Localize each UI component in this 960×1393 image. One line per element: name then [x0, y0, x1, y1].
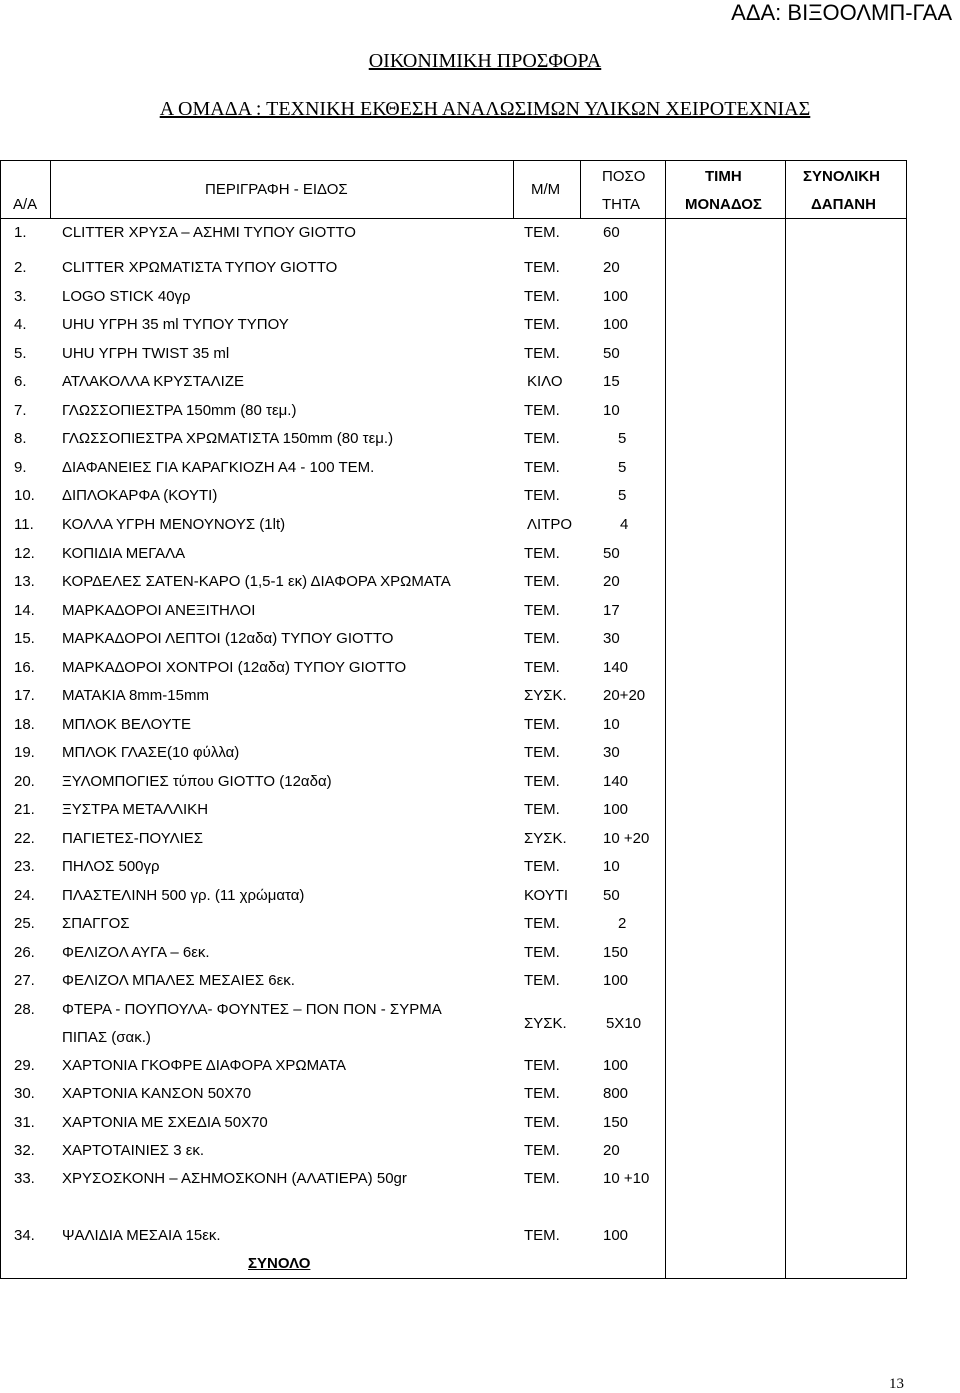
row-quantity: 20+20 — [603, 687, 646, 704]
header-unit: Μ/Μ — [531, 181, 561, 198]
row-unit: ΤΕΜ. — [524, 288, 560, 305]
row-description: CLITTER ΧΡΩΜΑΤΙΣΤΑ ΤΥΠΟΥ GIOTTO — [62, 259, 338, 276]
header-quantity-line2: ΤΗΤΑ — [602, 196, 641, 213]
row-quantity: 100 — [603, 1057, 629, 1074]
row-number: 11. — [14, 516, 34, 533]
table-row — [0, 1114, 907, 1134]
row-number: 18. — [14, 716, 35, 733]
row-description: ΨΑΛΙΔΙΑ ΜΕΣΑΙΑ 15εκ. — [62, 1227, 221, 1244]
row-number: 20. — [14, 773, 35, 790]
row-description: ΣΠΑΓΓΟΣ — [62, 915, 130, 932]
col-divider — [513, 161, 514, 219]
row-quantity: 10 — [603, 858, 620, 875]
row-number: 30. — [14, 1085, 35, 1102]
row-number: 32. — [14, 1142, 35, 1159]
row-description: ΠΛΑΣΤΕΛΙΝΗ 500 γρ. (11 χρώματα) — [62, 887, 305, 904]
row-number: 10. — [14, 487, 35, 504]
row-quantity: 17 — [603, 602, 620, 619]
row-number: 25. — [14, 915, 35, 932]
row-unit: ΤΕΜ. — [524, 487, 560, 504]
row-unit: ΛΙΤΡΟ — [527, 516, 573, 533]
row-number: 22. — [14, 830, 35, 847]
header-divider — [1, 218, 906, 219]
table-row — [0, 887, 907, 907]
header-aa: Α/Α — [13, 196, 38, 213]
row-unit: ΤΕΜ. — [524, 573, 560, 590]
row-quantity: 4 — [620, 516, 629, 533]
row-unit: ΤΕΜ. — [524, 430, 560, 447]
row-number: 16. — [14, 659, 35, 676]
row-description: ΔΙΠΛΟΚΑΡΦΑ (ΚΟΥΤΙ) — [62, 487, 218, 504]
row-quantity: 50 — [603, 887, 620, 904]
table-row — [0, 545, 907, 565]
row-description: ΦΕΛΙΖΟΛ ΑΥΓΑ – 6εκ. — [62, 944, 210, 961]
header-quantity-line1: ΠΟΣΟ — [602, 168, 646, 185]
row-unit: ΤΕΜ. — [524, 972, 560, 989]
row-quantity: 20 — [603, 573, 620, 590]
row-quantity: 5 — [618, 430, 627, 447]
row-unit: ΤΕΜ. — [524, 944, 560, 961]
table-row — [0, 373, 907, 393]
table-row — [0, 801, 907, 821]
row-quantity: 140 — [603, 659, 629, 676]
row-description: UHU ΥΓΡΗ TWIST 35 ml — [62, 345, 230, 362]
row-quantity: 100 — [603, 1227, 629, 1244]
row-number: 19. — [14, 744, 35, 761]
table-row — [0, 744, 907, 764]
table-row — [0, 224, 907, 244]
row-description-continued: ΠΙΠΑΣ (σακ.) — [62, 1029, 151, 1046]
row-quantity: 30 — [603, 630, 620, 647]
row-unit: ΤΕΜ. — [524, 545, 560, 562]
row-number: 4. — [14, 316, 27, 333]
row-unit: ΤΕΜ. — [524, 402, 560, 419]
row-description: ΚΟΠΙΔΙΑ ΜΕΓΑΛΑ — [62, 545, 186, 562]
row-description: ΧΑΡΤΟΝΙΑ ΓΚΟΦΡΕ ΔΙΑΦΟΡΑ ΧΡΩΜΑΤΑ — [62, 1057, 347, 1074]
row-unit: ΣΥΣΚ. — [524, 1015, 567, 1032]
row-description: ΚΟΛΛΑ ΥΓΡΗ ΜΕΝΟΥΝΟΥΣ (1lt) — [62, 516, 286, 533]
row-unit: ΤΕΜ. — [524, 744, 560, 761]
row-number: 8. — [14, 430, 27, 447]
row-quantity: 20 — [603, 259, 620, 276]
table-row — [0, 402, 907, 422]
row-quantity: 15 — [603, 373, 620, 390]
row-number: 14. — [14, 602, 35, 619]
row-unit: ΤΕΜ. — [524, 630, 560, 647]
row-quantity: 60 — [603, 224, 620, 241]
row-quantity: 50 — [603, 345, 620, 362]
row-unit: ΤΕΜ. — [524, 345, 560, 362]
table-row — [0, 944, 907, 964]
row-quantity: 50 — [603, 545, 620, 562]
row-number: 21. — [14, 801, 35, 818]
row-unit: ΣΥΣΚ. — [524, 687, 567, 704]
row-unit: ΤΕΜ. — [524, 259, 560, 276]
row-number: 15. — [14, 630, 35, 647]
row-number: 7. — [14, 402, 27, 419]
table-row — [0, 1001, 907, 1046]
table-row — [0, 915, 907, 935]
row-unit: ΤΕΜ. — [524, 1114, 560, 1131]
table-row — [0, 1057, 907, 1077]
row-quantity: 10 +20 — [603, 830, 650, 847]
row-unit: ΤΕΜ. — [524, 659, 560, 676]
row-unit: ΤΕΜ. — [524, 801, 560, 818]
row-number: 9. — [14, 459, 27, 476]
table-row — [0, 858, 907, 878]
ada-code: ΑΔΑ: ΒΙΞΟΟΛΜΠ-ΓΑΑ — [731, 0, 952, 25]
table-row — [0, 259, 907, 279]
row-description: ΧΑΡΤΟΤΑΙΝΙΕΣ 3 εκ. — [62, 1142, 205, 1159]
row-description: ΔΙΑΦΑΝΕΙΕΣ ΓΙΑ ΚΑΡΑΓΚΙΟΖΗ Α4 - 100 ΤΕΜ. — [62, 459, 375, 476]
row-number: 28. — [14, 1001, 35, 1018]
row-number: 12. — [14, 545, 35, 562]
row-number: 17. — [14, 687, 35, 704]
document-subtitle: Α ΟΜΑΔΑ : ΤΕΧΝΙΚΗ ΕΚΘΕΣΗ ΑΝΑΛΩΣΙΜΩΝ ΥΛΙΚΩΝ ΧΕΙΡΟΤΕΧΝΙΑΣ — [159, 98, 811, 120]
table-row — [0, 430, 907, 450]
row-description: UHU ΥΓΡΗ 35 ml ΤΥΠΟΥ ΤΥΠΟΥ — [62, 316, 289, 333]
row-description: ΦΕΛΙΖΟΛ ΜΠΑΛΕΣ ΜΕΣΑΙΕΣ 6εκ. — [62, 972, 295, 989]
row-description: ΜΑΡΚΑΔΟΡΟΙ ΑΝΕΞΙΤΗΛΟΙ — [62, 602, 256, 619]
row-quantity: 5 — [618, 487, 627, 504]
table-row — [0, 830, 907, 850]
row-unit: ΣΥΣΚ. — [524, 830, 567, 847]
row-number: 5. — [14, 345, 27, 362]
table-row — [0, 316, 907, 336]
row-description: ΑΤΛΑΚΟΛΛΑ ΚΡΥΣΤΑΛΙΖΕ — [62, 373, 244, 390]
row-description: ΜΠΛΟΚ ΓΛΑΣΕ(10 φύλλα) — [62, 744, 240, 761]
total-label: ΣΥΝΟΛΟ — [248, 1255, 311, 1272]
header-description: ΠΕΡΙΓΡΑΦΗ - ΕΙΔΟΣ — [205, 181, 348, 198]
row-description: CLITTER ΧΡΥΣΑ – ΑΣΗΜΙ ΤΥΠΟΥ GIOTTO — [62, 224, 356, 241]
row-quantity: 100 — [603, 316, 629, 333]
row-unit: ΚΟΥΤΙ — [524, 887, 569, 904]
row-quantity: 10 +10 — [603, 1170, 650, 1187]
row-quantity: 140 — [603, 773, 629, 790]
row-quantity: 2 — [618, 915, 627, 932]
row-quantity: 10 — [603, 716, 620, 733]
row-quantity: 5Χ10 — [606, 1015, 642, 1032]
table-row — [0, 459, 907, 479]
table-row — [0, 1085, 907, 1105]
table-row — [0, 487, 907, 507]
table-row — [0, 1142, 907, 1162]
row-number: 1. — [14, 224, 27, 241]
row-number: 26. — [14, 944, 35, 961]
row-number: 6. — [14, 373, 27, 390]
header-unit-price-line1: ΤΙΜΗ — [705, 168, 742, 185]
page-number: 13 — [889, 1376, 904, 1392]
row-description: ΧΡΥΣΟΣΚΟΝΗ – ΑΣΗΜΟΣΚΟΝΗ (ΑΛΑΤΙΕΡΑ) 50gr — [62, 1170, 407, 1187]
table-row — [0, 516, 907, 536]
row-number: 24. — [14, 887, 35, 904]
row-number: 3. — [14, 288, 27, 305]
row-quantity: 150 — [603, 1114, 629, 1131]
row-number: 34. — [14, 1227, 35, 1244]
row-quantity: 150 — [603, 944, 629, 961]
row-unit: ΤΕΜ. — [524, 602, 560, 619]
row-description: ΚΟΡΔΕΛΕΣ ΣΑΤΕΝ-ΚΑΡΟ (1,5-1 εκ) ΔΙΑΦΟΡΑ ΧΡΩΜΑΤΑ — [62, 573, 451, 590]
row-unit: ΤΕΜ. — [524, 224, 560, 241]
row-number: 29. — [14, 1057, 35, 1074]
row-unit: ΤΕΜ. — [524, 316, 560, 333]
row-description: ΞΥΣΤΡΑ ΜΕΤΑΛΛΙΚΗ — [62, 801, 209, 818]
row-number: 27. — [14, 972, 35, 989]
row-description: ΦΤΕΡΑ - ΠΟΥΠΟΥΛΑ- ΦΟΥΝΤΕΣ – ΠΟΝ ΠΟΝ - ΣΥΡΜΑ — [62, 1001, 442, 1018]
table-row — [0, 716, 907, 736]
row-unit: ΤΕΜ. — [524, 773, 560, 790]
row-number: 31. — [14, 1114, 35, 1131]
header-unit-price-line2: ΜΟΝΑΔΟΣ — [685, 196, 762, 213]
row-unit: ΤΕΜ. — [524, 459, 560, 476]
row-quantity: 10 — [603, 402, 620, 419]
row-quantity: 5 — [618, 459, 627, 476]
row-description: ΞΥΛΟΜΠΟΓΙΕΣ τύπου GIOTTO (12αδα) — [62, 773, 332, 790]
row-description: ΜΑΡΚΑΔΟΡΟΙ ΧΟΝΤΡΟΙ (12αδα) ΤΥΠΟΥ GIOTTO — [62, 659, 407, 676]
row-description: LOGO STICK 40γρ — [62, 288, 191, 305]
table-row — [0, 573, 907, 593]
row-description: ΓΛΩΣΣΟΠΙΕΣΤΡΑ 150mm (80 τεμ.) — [62, 402, 297, 419]
table-row — [0, 1227, 907, 1247]
row-quantity: 30 — [603, 744, 620, 761]
table-row — [0, 602, 907, 622]
row-unit: ΤΕΜ. — [524, 858, 560, 875]
row-quantity: 100 — [603, 972, 629, 989]
row-description: ΜΑΤΑΚΙΑ 8mm-15mm — [62, 687, 209, 704]
row-unit: ΚΙΛΟ — [527, 373, 563, 390]
row-number: 13. — [14, 573, 35, 590]
row-unit: ΤΕΜ. — [524, 915, 560, 932]
table-row — [0, 687, 907, 707]
row-number: 33. — [14, 1170, 35, 1187]
table-row — [0, 773, 907, 793]
row-quantity: 800 — [603, 1085, 629, 1102]
table-row — [0, 288, 907, 308]
table-row — [0, 972, 907, 992]
header-total-line1: ΣΥΝΟΛΙΚΗ — [803, 168, 880, 185]
row-quantity: 100 — [603, 801, 629, 818]
row-unit: ΤΕΜ. — [524, 1227, 560, 1244]
row-description: ΠΑΓΙΕΤΕΣ-ΠΟΥΛΙΕΣ — [62, 830, 204, 847]
row-number: 2. — [14, 259, 27, 276]
row-description: ΜΑΡΚΑΔΟΡΟΙ ΛΕΠΤΟΙ (12αδα) ΤΥΠΟΥ GIOTTO — [62, 630, 394, 647]
row-unit: ΤΕΜ. — [524, 1057, 560, 1074]
row-unit: ΤΕΜ. — [524, 716, 560, 733]
row-unit: ΤΕΜ. — [524, 1142, 560, 1159]
row-quantity: 20 — [603, 1142, 620, 1159]
col-divider — [50, 161, 51, 219]
row-description: ΧΑΡΤΟΝΙΑ ΚΑΝΣΟΝ 50Χ70 — [62, 1085, 252, 1102]
row-description: ΠΗΛΟΣ 500γρ — [62, 858, 160, 875]
table-row — [0, 659, 907, 679]
row-quantity: 100 — [603, 288, 629, 305]
table-row — [0, 345, 907, 365]
table-row — [0, 1170, 907, 1190]
table-row — [0, 630, 907, 650]
row-unit: ΤΕΜ. — [524, 1085, 560, 1102]
row-description: ΧΑΡΤΟΝΙΑ ΜΕ ΣΧΕΔΙΑ 50Χ70 — [62, 1114, 268, 1131]
row-description: ΜΠΛΟΚ ΒΕΛΟΥΤΕ — [62, 716, 191, 733]
header-total-line2: ΔΑΠΑΝΗ — [811, 196, 876, 213]
row-unit: ΤΕΜ. — [524, 1170, 560, 1187]
row-description: ΓΛΩΣΣΟΠΙΕΣΤΡΑ ΧΡΩΜΑΤΙΣΤΑ 150mm (80 τεμ.) — [62, 430, 394, 447]
col-divider — [580, 161, 581, 219]
document-title: ΟΙΚΟΝΙΜΙΚΗ ΠΡΟΣΦΟΡΑ — [368, 50, 602, 72]
row-number: 23. — [14, 858, 35, 875]
